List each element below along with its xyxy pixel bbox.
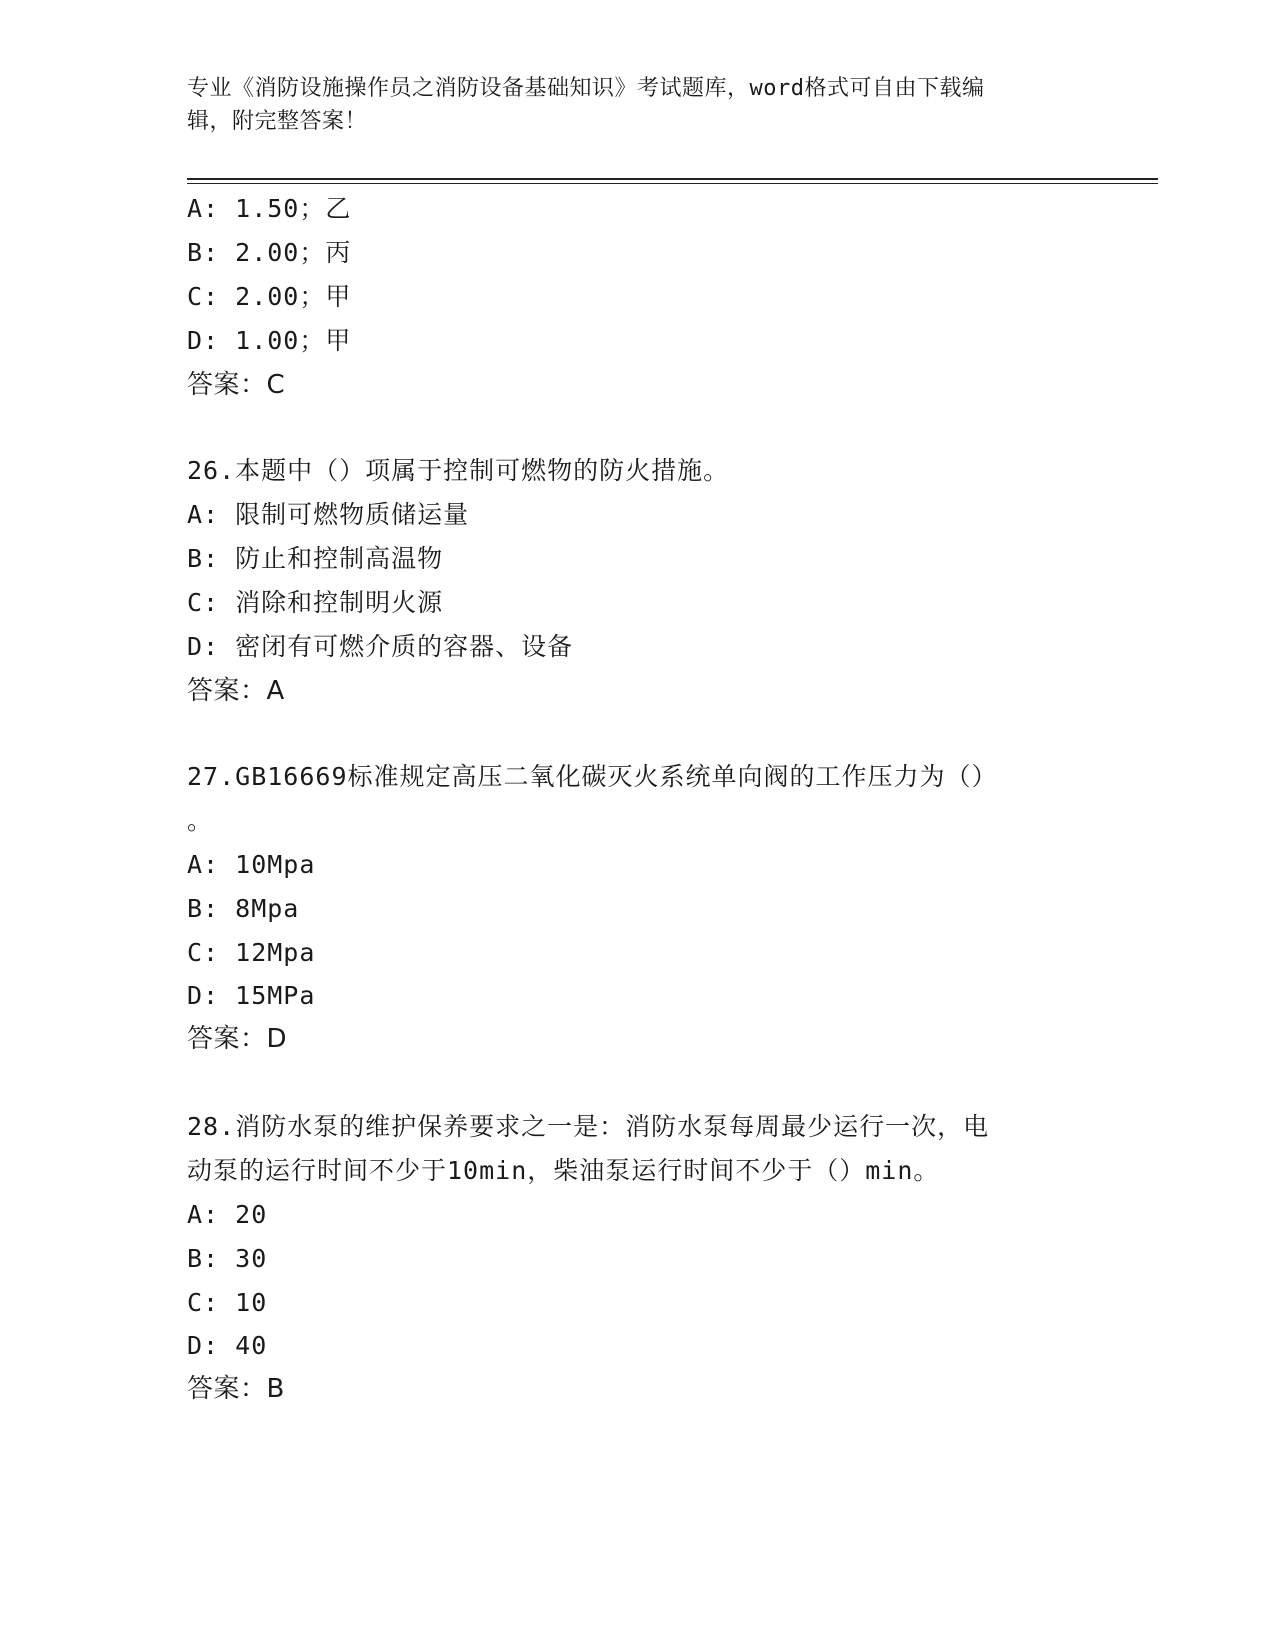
header-line-1: 专业《消防设施操作员之消防设备基础知识》考试题库，word格式可自由下载编 bbox=[187, 76, 985, 101]
q28-option-d: D: 40 bbox=[187, 1331, 268, 1360]
q28-option-c: C: 10 bbox=[187, 1288, 268, 1317]
q26-option-a: A: 限制可燃物质储运量 bbox=[187, 500, 470, 529]
q27-answer: 答案：D bbox=[187, 1024, 288, 1054]
q27-option-b: B: 8Mpa bbox=[187, 894, 300, 923]
q26-stem: 26.本题中（）项属于控制可燃物的防火措施。 bbox=[187, 456, 730, 485]
q27-stem-line-1: 27.GB16669标准规定高压二氧化碳灭火系统单向阀的工作压力为（） bbox=[187, 762, 998, 791]
q26-option-d: D: 密闭有可燃介质的容器、设备 bbox=[187, 632, 574, 661]
q27-stem-line-2: 。 bbox=[187, 806, 214, 835]
q25-option-b: B: 2.00；丙 bbox=[187, 238, 352, 267]
q26-answer: 答案：A bbox=[187, 676, 285, 706]
q28-stem-line-1: 28.消防水泵的维护保养要求之一是：消防水泵每周最少运行一次，电 bbox=[187, 1112, 990, 1141]
q28-option-b: B: 30 bbox=[187, 1244, 268, 1273]
document-header bbox=[187, 72, 1067, 138]
q25-option-a: A: 1.50；乙 bbox=[187, 194, 352, 223]
header-divider-thin bbox=[187, 183, 1158, 184]
q27-option-d: D: 15MPa bbox=[187, 981, 316, 1010]
q28-stem-line-2: 动泵的运行时间不少于10min，柴油泵运行时间不少于（）min。 bbox=[187, 1156, 940, 1185]
q28-answer: 答案：B bbox=[187, 1374, 285, 1404]
q25-answer: 答案：C bbox=[187, 370, 286, 400]
q27-option-c: C: 12Mpa bbox=[187, 938, 316, 967]
q26-option-b: B: 防止和控制高温物 bbox=[187, 544, 444, 573]
q25-option-c: C: 2.00；甲 bbox=[187, 282, 352, 311]
q26-option-c: C: 消除和控制明火源 bbox=[187, 588, 444, 617]
q27-option-a: A: 10Mpa bbox=[187, 850, 316, 879]
header-line-2: 辑，附完整答案！ bbox=[187, 109, 368, 134]
q28-option-a: A: 20 bbox=[187, 1200, 268, 1229]
q25-option-d: D: 1.00；甲 bbox=[187, 326, 352, 355]
header-divider-thick bbox=[187, 178, 1158, 180]
